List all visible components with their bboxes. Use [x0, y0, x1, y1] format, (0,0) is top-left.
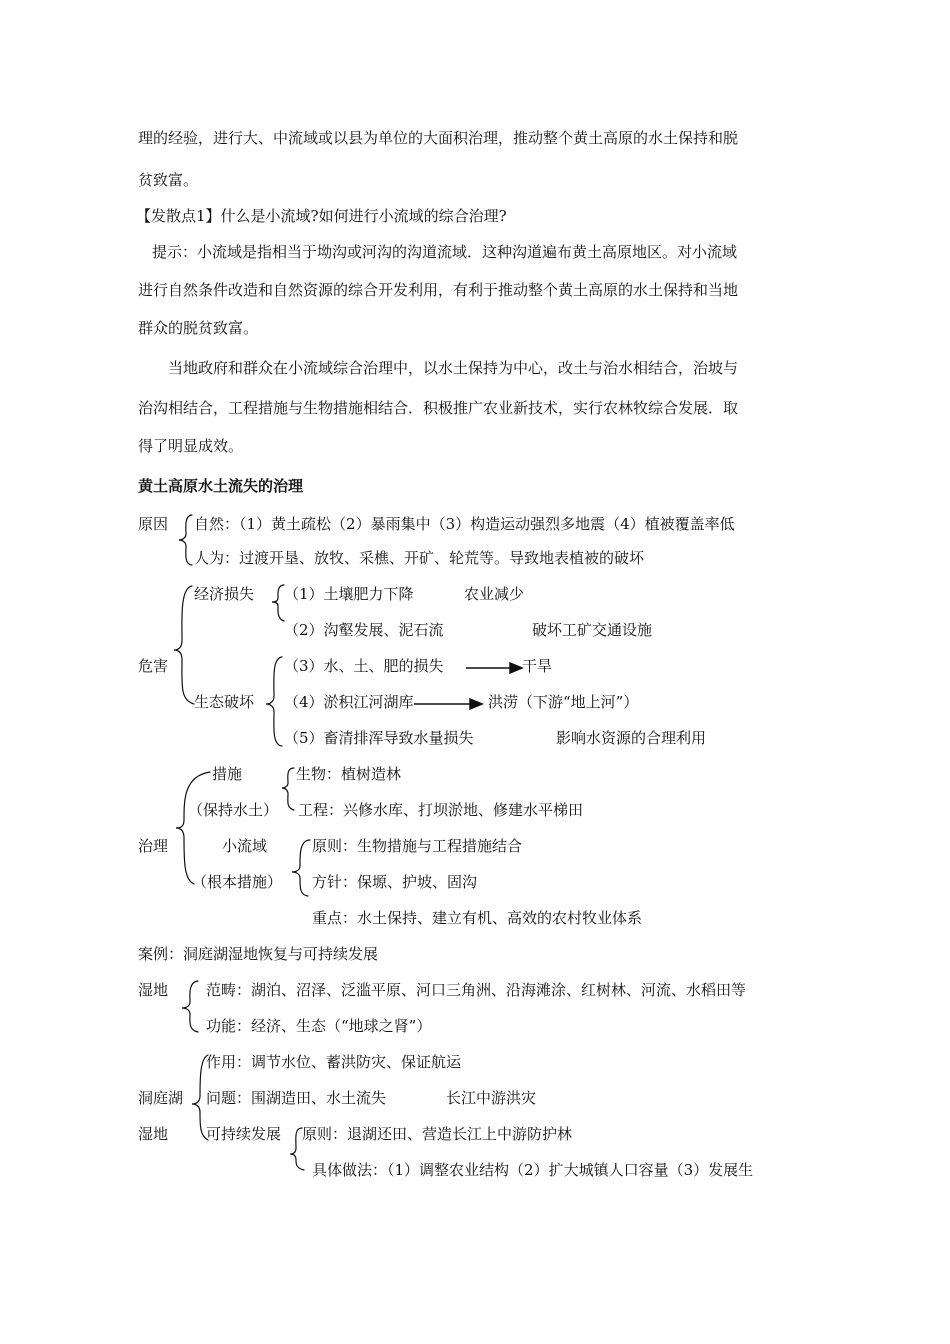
harm-economic-label: 经济损失: [194, 585, 255, 603]
ecological-brace: [266, 657, 282, 746]
harm-ecological-result-5: 影响水资源的合理利用: [556, 729, 707, 747]
harm-economic-result-1: 农业减少: [464, 585, 525, 603]
point1-para-line-1: 当地政府和群众在小流域综合治理中，以水土保持为中心，改土与治水相结合，治坡与: [168, 359, 739, 377]
causes-brace: [179, 515, 192, 565]
harm-economic-item-1: （1）土壤肥力下降: [284, 585, 414, 603]
dongting-problem: 问题：围湖造田、水土流失: [206, 1089, 387, 1107]
harm-economic-result-2: 破坏工矿交通设施: [532, 621, 653, 639]
small-basin-brace: [292, 840, 310, 896]
point1-hint-line-2: 进行自然条件改造和自然资源的综合开发利用，有利于推动整个黄土高原的水土保持和当地: [138, 281, 739, 299]
dongting-label-1: 洞庭湖: [138, 1089, 184, 1107]
arrow-drought-head: [510, 663, 522, 673]
governance-policy: 方针：保塬、护坡、固沟: [312, 873, 478, 891]
point1-hint-line-3: 群众的脱贫致富。: [138, 319, 259, 337]
case-title: 案例：洞庭湖湿地恢复与可持续发展: [138, 945, 379, 963]
dongting-problem-result: 长江中游洪灾: [446, 1089, 537, 1107]
point1-para-line-2: 治沟相结合，工程措施与生物措施相结合．积极推广农业新技术，实行农林牧综合发展．取: [138, 399, 739, 417]
governance-keep-soil: （保持水土）: [188, 801, 279, 819]
harm-ecological-item-5: （5）畜清排浑导致水量损失: [284, 729, 474, 747]
measures-brace: [282, 768, 294, 810]
wetland-function: 功能：经济、生态（“地球之肾”）: [206, 1017, 432, 1035]
governance-label: 治理: [138, 837, 169, 855]
point1-heading: 【发散点1】什么是小流域?如何进行小流域的综合治理?: [136, 207, 507, 225]
governance-principle: 原则：生物措施与工程措施结合: [312, 837, 523, 855]
dongting-sustain: 可持续发展: [206, 1125, 282, 1143]
harm-brace: [174, 586, 194, 704]
causes-natural: 自然：（1）黄土疏松（2）暴雨集中（3）构造运动强烈多地震（4）植被覆盖率低: [194, 515, 735, 533]
harm-label: 危害: [138, 657, 169, 675]
point1-para-line-3: 得了明显成效。: [138, 437, 244, 455]
governance-brace: [176, 772, 210, 884]
economic-brace: [272, 585, 284, 621]
governance-measures: 措施: [212, 765, 243, 783]
harm-ecological-item-4: （4）淤积江河湖库: [284, 693, 414, 711]
arrow-flood-head: [470, 699, 482, 709]
governance-eng: 工程：兴修水库、打坝淤地、修建水平梯田: [298, 801, 584, 819]
harm-ecological-label: 生态破坏: [194, 693, 255, 711]
wetland-scope: 范畴：湖泊、沼泽、泛滥平原、河口三角洲、沿海滩涂、红树林、河流、水稻田等: [206, 981, 747, 999]
harm-ecological-result-4: 洪涝（下游“地上河”）: [488, 693, 639, 711]
governance-bio: 生物：植树造林: [296, 765, 402, 783]
governance-root: （根本措施）: [192, 873, 283, 891]
governance-small-basin: 小流域: [222, 837, 268, 855]
harm-ecological-result-3: 干旱: [522, 657, 553, 675]
harm-economic-item-2: （2）沟壑发展、泥石流: [284, 621, 444, 639]
wetland-brace: [182, 981, 198, 1032]
dongting-label-2: 湿地: [138, 1125, 169, 1143]
point1-hint-line-1: 提示：小流域是指相当于坳沟或河沟的沟道流域．这种沟道遍布黄土高原地区。对小流域: [152, 243, 738, 261]
intro-line-2: 贫致富。: [138, 171, 199, 189]
governance-focus: 重点：水土保持、建立有机、高效的农村牧业体系: [312, 909, 643, 927]
section-title: 黄土高原水土流失的治理: [138, 477, 304, 495]
wetland-label: 湿地: [138, 981, 169, 999]
causes-label: 原因: [138, 515, 169, 533]
dongting-methods: 具体做法：（1）调整农业结构（2）扩大城镇人口容量（3）发展生: [312, 1161, 754, 1179]
harm-ecological-item-3: （3）水、土、肥的损失: [284, 657, 444, 675]
causes-human: 人为：过渡开垦、放牧、采樵、开矿、轮荒等。导致地表植被的破坏: [194, 549, 645, 567]
dongting-principle: 原则：退湖还田、营造长江上中游防护林: [302, 1125, 573, 1143]
dongting-role: 作用：调节水位、蓄洪防灾、保证航运: [206, 1053, 462, 1071]
intro-line-1: 理的经验，进行大、中流域或以县为单位的大面积治理，推动整个黄土高原的水土保持和脱: [138, 129, 739, 147]
